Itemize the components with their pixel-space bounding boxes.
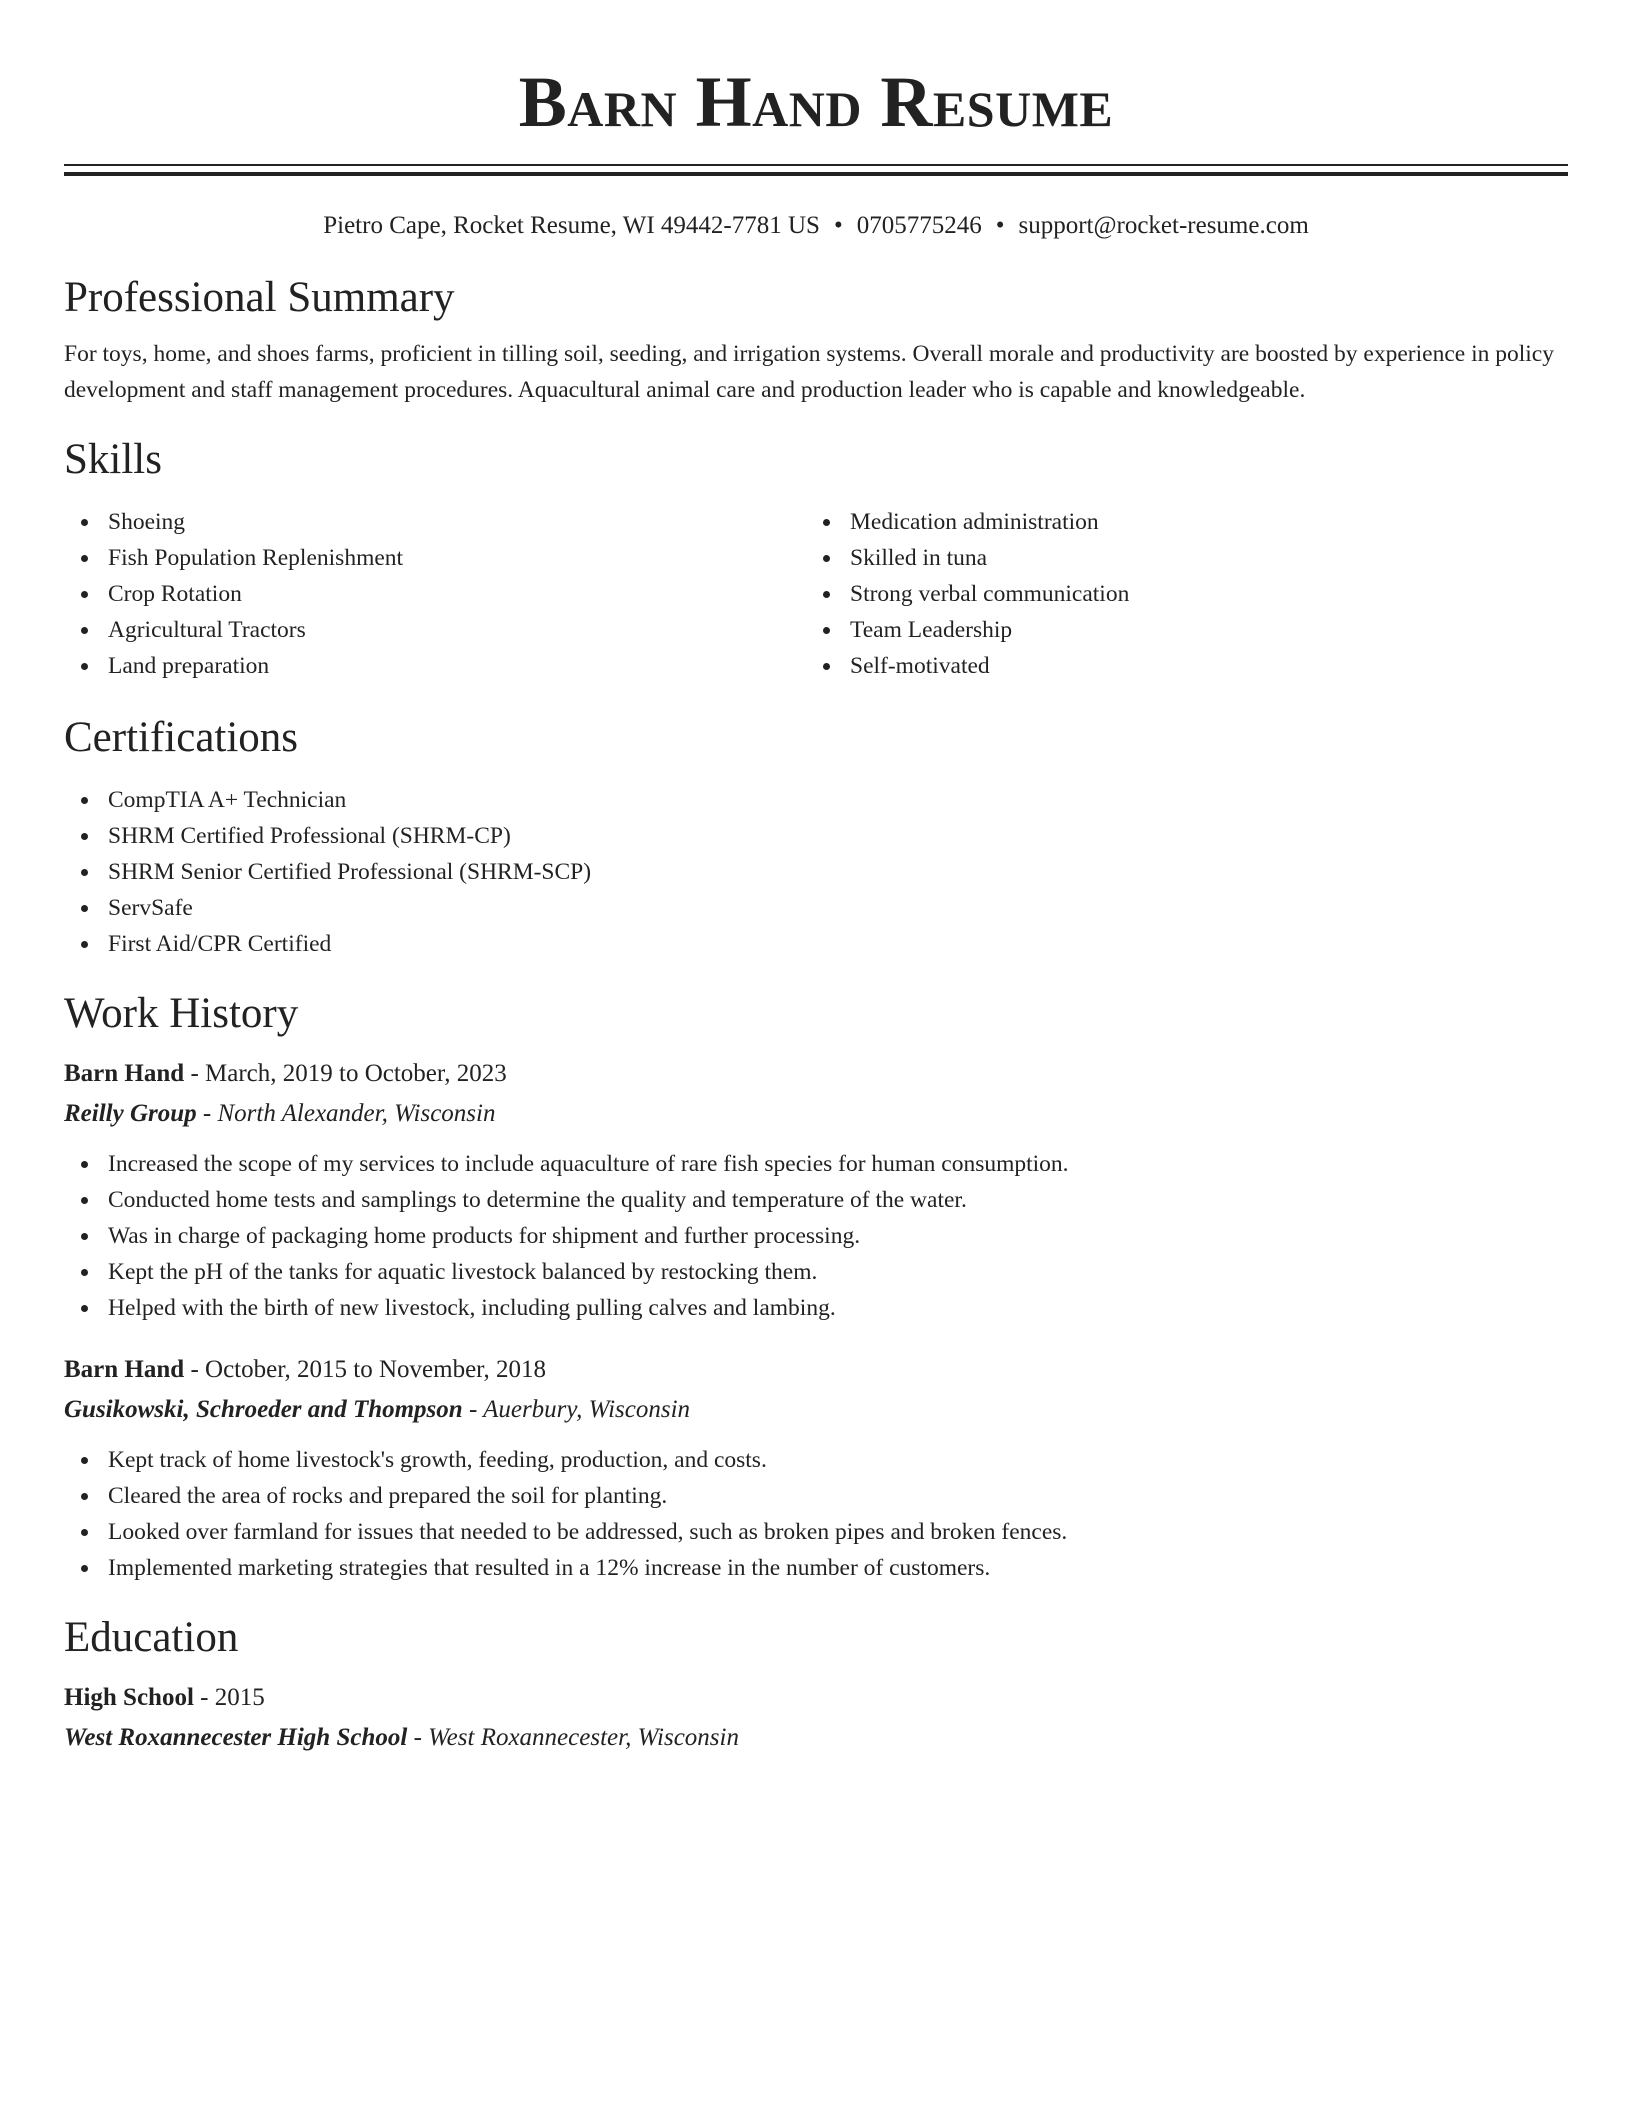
skill-item: Fish Population Replenishment [64, 540, 806, 576]
skill-item: Strong verbal communication [806, 576, 1548, 612]
education-degree: High School [64, 1684, 194, 1711]
skills-columns [64, 504, 1568, 684]
job-bullet: Cleared the area of rocks and prepared the soil for planting. [64, 1478, 1568, 1514]
education-heading: Education [64, 1614, 239, 1661]
job-dates: - October, 2015 to November, 2018 [184, 1356, 546, 1383]
certification-item: CompTIA A+ Technician [64, 782, 1568, 818]
skill-item: Shoeing [64, 504, 806, 540]
contact-separator: • [833, 212, 843, 239]
job-company-line [64, 1094, 1568, 1134]
job-company: Gusikowski, Schroeder and Thompson [64, 1396, 463, 1423]
education-year: - 2015 [193, 1684, 265, 1711]
skill-item: Self-motivated [806, 648, 1548, 684]
education-location: - West Roxannecester, Wisconsin [407, 1724, 739, 1751]
job-location: - Auerbury, Wisconsin [462, 1396, 691, 1423]
contact-address: Pietro Cape, Rocket Resume, WI 49442-7781 US [323, 212, 820, 239]
skills-heading: Skills [64, 436, 162, 483]
work-history-heading: Work History [64, 990, 299, 1037]
contact-separator: • [995, 212, 1005, 239]
job-title-line [64, 1350, 1568, 1390]
job-bullet: Helped with the birth of new livestock, including pulling calves and lambing. [64, 1290, 1568, 1326]
skill-item: Medication administration [806, 504, 1548, 540]
certification-item: First Aid/CPR Certified [64, 926, 1568, 962]
summary-heading: Professional Summary [64, 274, 455, 321]
job-dates: - March, 2019 to October, 2023 [184, 1060, 507, 1087]
job-bullet: Looked over farmland for issues that needed to be addressed, such as broken pipes and broken fences. [64, 1514, 1568, 1550]
education-school-line [64, 1718, 1568, 1758]
certifications-heading: Certifications [64, 714, 299, 761]
job-bullet: Increased the scope of my services to include aquaculture of rare fish species for human consumption. [64, 1146, 1568, 1182]
certification-item: SHRM Certified Professional (SHRM-CP) [64, 818, 1568, 854]
contact-email: support@rocket-resume.com [1018, 212, 1309, 239]
skill-item: Agricultural Tractors [64, 612, 806, 648]
job-title-line [64, 1054, 1568, 1094]
resume-title: Barn Hand Resume [518, 62, 1114, 142]
education-degree-line [64, 1678, 1568, 1718]
job-bullet: Was in charge of packaging home products for shipment and further processing. [64, 1218, 1568, 1254]
skills-list-right [806, 504, 1548, 684]
title-rule-thin [64, 164, 1568, 166]
education-school: West Roxannecester High School [64, 1724, 408, 1751]
job-company-line [64, 1390, 1568, 1430]
certification-item: SHRM Senior Certified Professional (SHRM-SCP) [64, 854, 1568, 890]
skill-item: Land preparation [64, 648, 806, 684]
job-bullets [64, 1442, 1568, 1586]
job-company: Reilly Group [64, 1100, 197, 1127]
job-entry [64, 1350, 1568, 1586]
job-bullets [64, 1146, 1568, 1326]
summary-text: For toys, home, and shoes farms, proficient in tilling soil, seeding, and irrigation systems. Overall morale and productivity are boosted by experience in policy development and staff management procedures. Aquacultural animal care and production leader who is capable and knowledgeable. [64, 341, 1554, 403]
certification-item: ServSafe [64, 890, 1568, 926]
job-title: Barn Hand [64, 1060, 185, 1087]
contact-phone: 0705775246 [856, 212, 982, 239]
skill-item: Team Leadership [806, 612, 1548, 648]
job-bullet: Kept the pH of the tanks for aquatic livestock balanced by restocking them. [64, 1254, 1568, 1290]
skill-item: Crop Rotation [64, 576, 806, 612]
job-bullet: Conducted home tests and samplings to determine the quality and temperature of the water. [64, 1182, 1568, 1218]
job-bullet: Kept track of home livestock's growth, feeding, production, and costs. [64, 1442, 1568, 1478]
contact-line [64, 210, 1568, 242]
certifications-list [64, 782, 1568, 962]
job-location: - North Alexander, Wisconsin [196, 1100, 496, 1127]
job-bullet: Implemented marketing strategies that resulted in a 12% increase in the number of customers. [64, 1550, 1568, 1586]
skills-list-left [64, 504, 806, 684]
job-entry [64, 1054, 1568, 1326]
title-rule-thick [64, 172, 1568, 176]
skill-item: Skilled in tuna [806, 540, 1548, 576]
job-title: Barn Hand [64, 1356, 185, 1383]
